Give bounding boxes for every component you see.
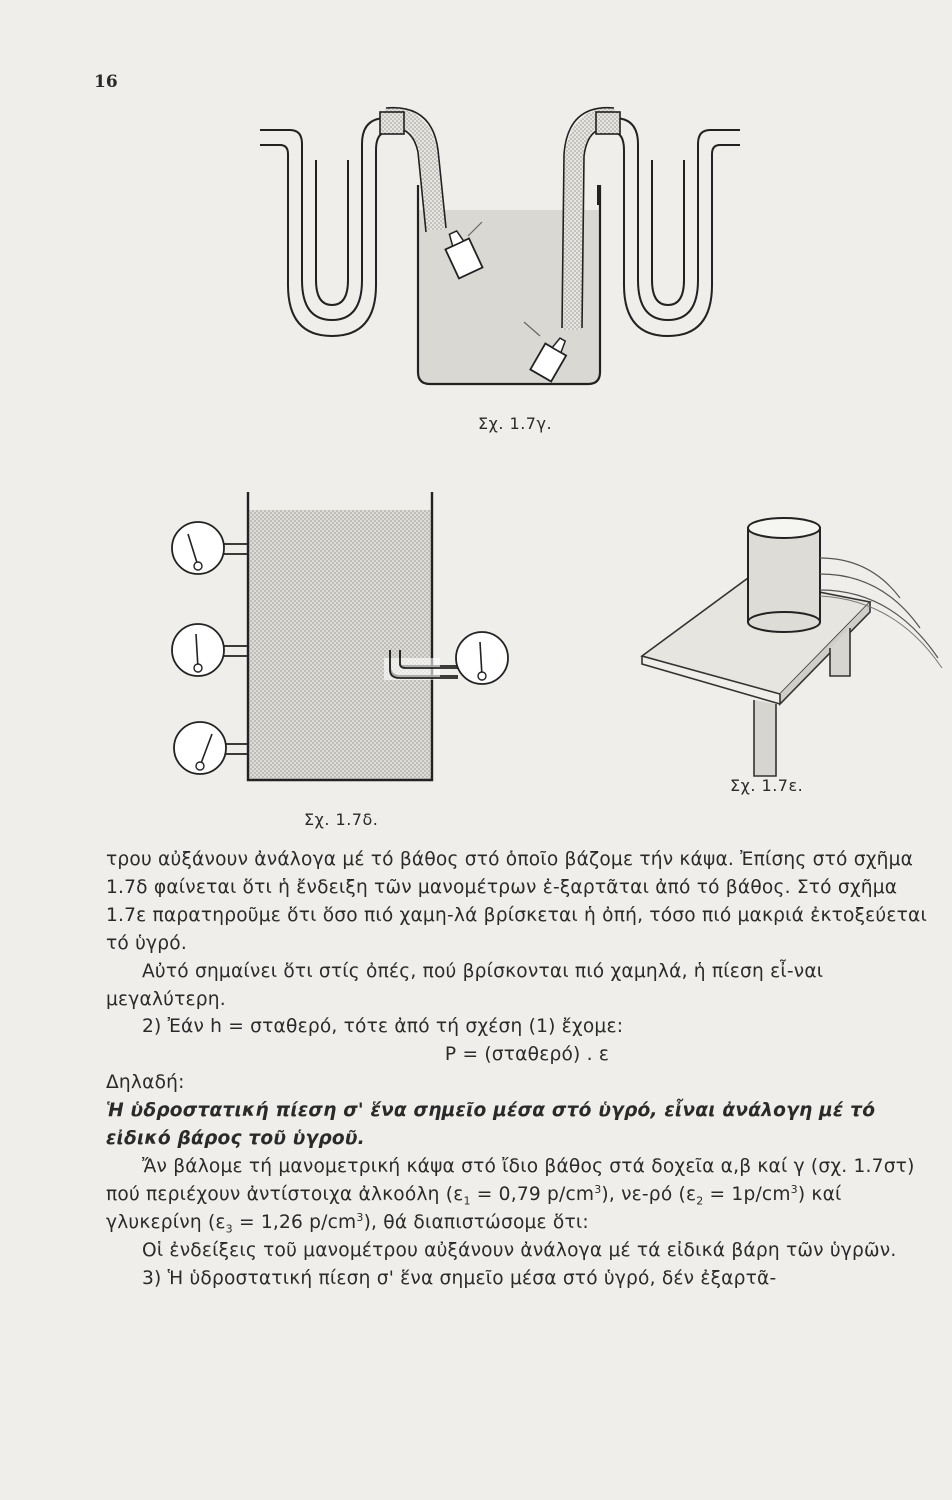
paragraph-6: Ἄν βάλομε τή μανομετρική κάψα στό ἴδιο βάθος στά δοχεῖα α,β καί γ (σχ. 1.7στ) πού περιέχουν ἀντίστοιχα ἀλκοόλη ($\varepsilon_1 = 0,79$ $p/cm^3$), νε-ρό $(\varepsilon_2 = 1p/cm^3)$ καί γλυκερίνη ($\varepsilon_3 = 1,26$ $p/cm^3$), θά διαπιστώσομε ὅτι: (106, 1155, 915, 1236)
figure-1-7g-caption: Σχ. 1.7γ. (478, 414, 553, 433)
figure-1-7e (630, 508, 948, 788)
paragraph-4: Δηλαδή: (106, 1072, 185, 1094)
paragraph-7: Οἱ ἐνδείξεις τοῦ μανομέτρου αὐξάνουν ἀνάλογα μέ τά εἰδικά βάρη τῶν ὑγρῶν. (142, 1239, 897, 1261)
manometer-upper (172, 522, 248, 574)
manometer-middle (172, 624, 248, 676)
paragraph-8: 3) Ἡ ὑδροστατική πίεση σ' ἕνα σημεῖο μέσα στό ὑγρό, δέν ἐξαρτᾶ- (142, 1267, 777, 1289)
formula: P = (σταθερό) . ε (444, 1044, 610, 1066)
figure-1-7g (240, 100, 760, 410)
paragraph-2: Αὐτό σημαίνει ὅτι στίς ὀπές, πού βρίσκονται πιό χαμηλά, ἡ πίεση εἶ-ναι μεγαλύτερη. (106, 960, 824, 1010)
figure-1-7d (168, 486, 518, 796)
paragraph-3: 2) Ἐάν h = σταθερό, τότε ἀπό τή σχέση (1) ἔχομε: (142, 1016, 624, 1038)
body-text (106, 846, 928, 1293)
paragraph-1: τρου αὐξάνουν ἀνάλογα μέ τό βάθος στό ὁποῖο βάζομε τήν κάψα. Ἐπίσης στό σχῆμα 1.7δ φαίνεται ὅτι ἡ ἔνδειξη τῶν μανομέτρων ἐ-ξαρτᾶται ἀπό τό βάθος. Στό σχῆμα 1.7ε παρατηροῦμε ὅτι ὅσο πιό χαμη-λά βρίσκεται ἡ ὀπή, τόσο πιό μακριά ἐκτοξεύεται τό ὑγρό. (106, 849, 927, 954)
manometer-lower (174, 722, 248, 774)
figure-1-7d-caption: Σχ. 1.7δ. (304, 810, 379, 829)
statement-bold: Ἡ ὑδροστατική πίεση σ' ἕνα σημεῖο μέσα στό ὑγρό, εἶναι ἀνάλογη μέ τό εἰδικό βάρος τοῦ ὑγροῦ. (106, 1100, 876, 1150)
figure-1-7e-caption: Σχ. 1.7ε. (730, 776, 804, 795)
page-number: 16 (94, 72, 118, 92)
